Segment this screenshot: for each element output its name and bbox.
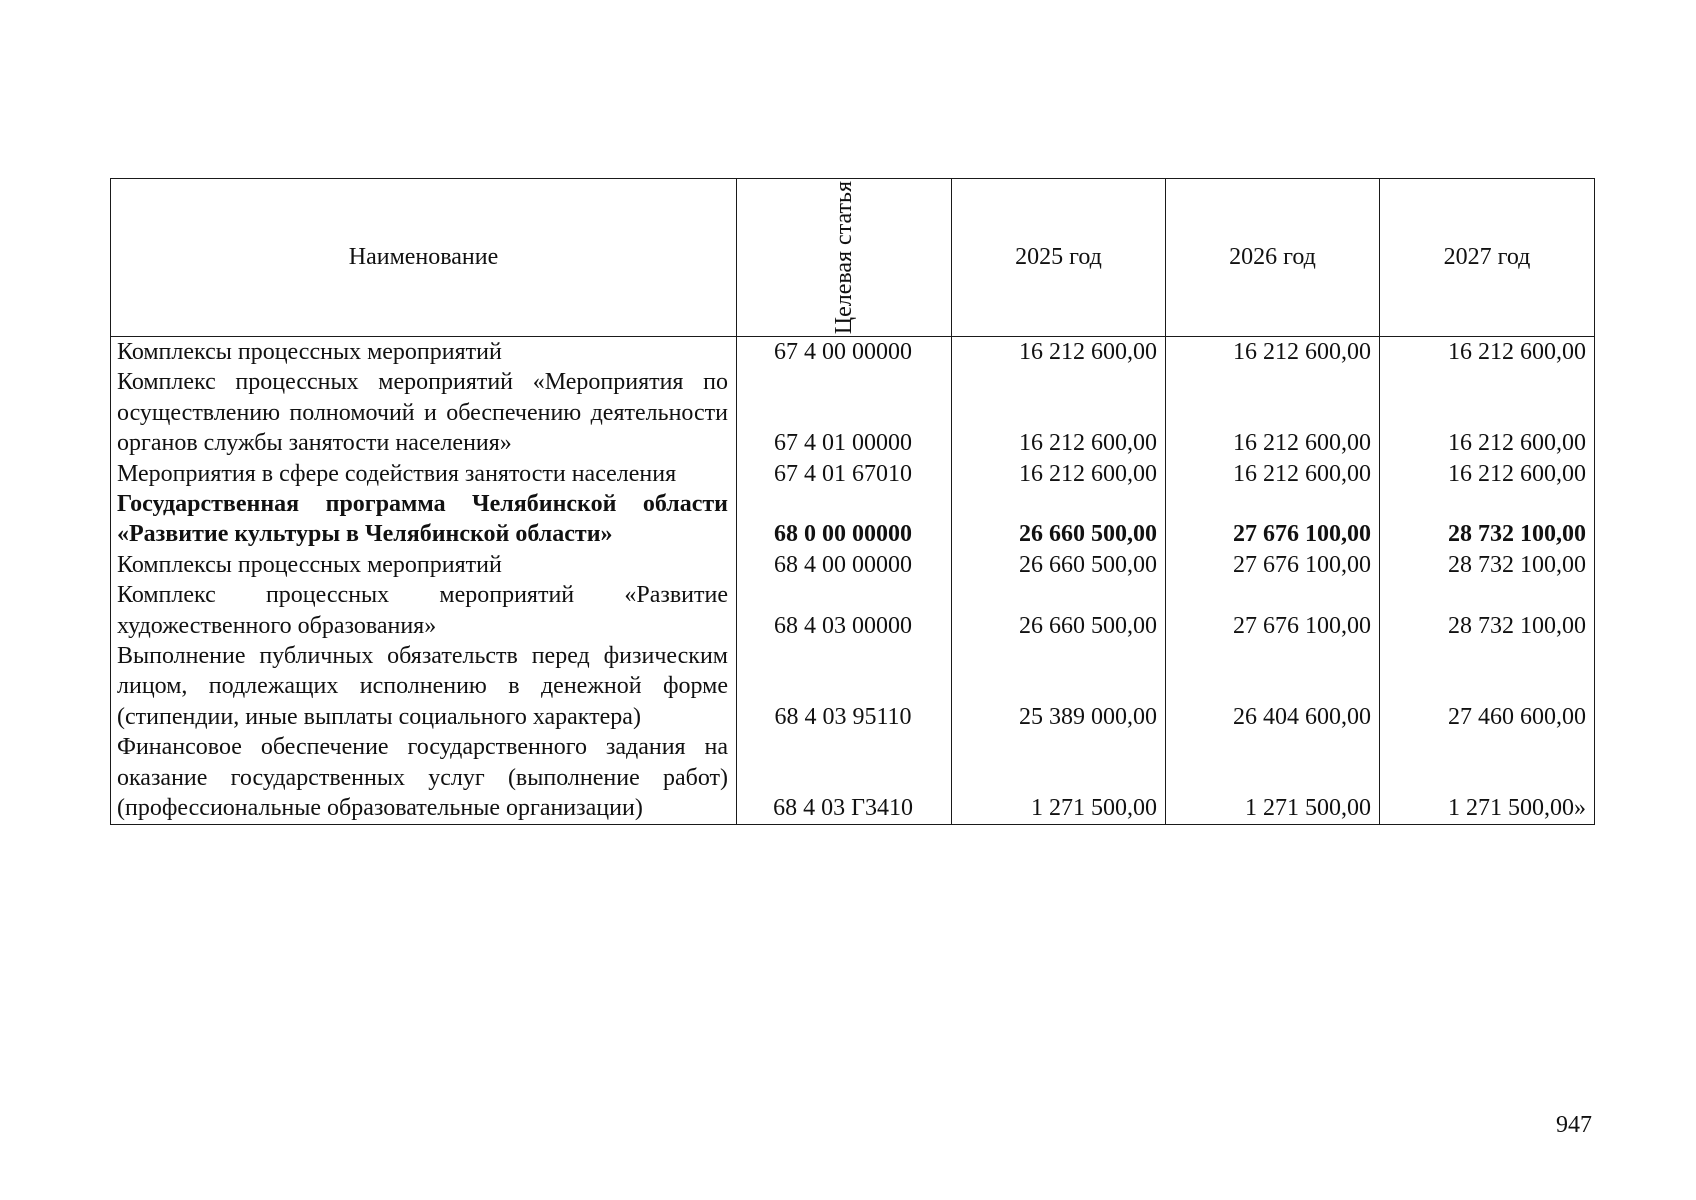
row-code: 67 4 00 00000: [737, 337, 952, 368]
row-2026: 27 676 100,00: [1166, 580, 1380, 641]
table-header: [111, 179, 1595, 337]
row-2026: 16 212 600,00: [1166, 459, 1380, 489]
row-2027: 1 271 500,00»: [1380, 732, 1595, 824]
row-2027: 28 732 100,00: [1380, 580, 1595, 641]
header-row: [111, 179, 1595, 337]
row-code: 68 4 00 00000: [737, 550, 952, 580]
row-2025: 26 660 500,00: [952, 580, 1166, 641]
row-2025: 26 660 500,00: [952, 550, 1166, 580]
header-name: Наименование: [111, 179, 737, 337]
table-row: [111, 550, 1595, 580]
row-code: 68 4 03 95110: [737, 641, 952, 732]
row-name: Мероприятия в сфере содействия занятости населения: [111, 459, 737, 489]
row-2025: 25 389 000,00: [952, 641, 1166, 732]
header-code-label: Целевая статья: [831, 180, 857, 335]
row-2026: 27 676 100,00: [1166, 550, 1380, 580]
row-2025: 16 212 600,00: [952, 459, 1166, 489]
page-number: 947: [1556, 1112, 1592, 1138]
row-2027: 28 732 100,00: [1380, 550, 1595, 580]
table-row: [111, 580, 1595, 641]
row-2026: 26 404 600,00: [1166, 641, 1380, 732]
row-name: Комплексы процессных мероприятий: [111, 337, 737, 368]
row-2026: 16 212 600,00: [1166, 367, 1380, 458]
row-name: Государственная программа Челябинской области «Развитие культуры в Челябинской области»: [111, 489, 737, 550]
row-2027: 28 732 100,00: [1380, 489, 1595, 550]
table-body: [111, 337, 1595, 825]
header-code: [737, 179, 952, 337]
row-2025: 16 212 600,00: [952, 337, 1166, 368]
row-2027: 16 212 600,00: [1380, 337, 1595, 368]
row-2027: 16 212 600,00: [1380, 367, 1595, 458]
table-row: [111, 459, 1595, 489]
row-name: Комплекс процессных мероприятий «Мероприятия по осуществлению полномочий и обеспечению деятельности органов службы занятости населения»: [111, 367, 737, 458]
row-code: 67 4 01 67010: [737, 459, 952, 489]
table-row: [111, 641, 1595, 732]
row-2025: 26 660 500,00: [952, 489, 1166, 550]
table-row: [111, 367, 1595, 458]
header-code-wrap: [737, 179, 951, 336]
row-code: 68 4 03 Г3410: [737, 732, 952, 824]
table-row-program: [111, 489, 1595, 550]
row-2025: 1 271 500,00: [952, 732, 1166, 824]
header-year-2026: 2026 год: [1166, 179, 1380, 337]
budget-table: [110, 178, 1595, 825]
table-row: [111, 337, 1595, 368]
table-row: [111, 732, 1595, 824]
row-name: Финансовое обеспечение государственного задания на оказание государственных услуг (выполнение работ) (профессиональные образовательные организации): [111, 732, 737, 824]
row-2027: 16 212 600,00: [1380, 459, 1595, 489]
row-code: 68 0 00 00000: [737, 489, 952, 550]
row-name: Комплекс процессных мероприятий «Развитие художественного образования»: [111, 580, 737, 641]
row-2026: 27 676 100,00: [1166, 489, 1380, 550]
header-year-2025: 2025 год: [952, 179, 1166, 337]
row-name: Выполнение публичных обязательств перед физическим лицом, подлежащих исполнению в денежной форме (стипендии, иные выплаты социального характера): [111, 641, 737, 732]
row-code: 68 4 03 00000: [737, 580, 952, 641]
row-2027: 27 460 600,00: [1380, 641, 1595, 732]
header-year-2027: 2027 год: [1380, 179, 1595, 337]
row-name: Комплексы процессных мероприятий: [111, 550, 737, 580]
row-code: 67 4 01 00000: [737, 367, 952, 458]
row-2026: 16 212 600,00: [1166, 337, 1380, 368]
row-2026: 1 271 500,00: [1166, 732, 1380, 824]
row-2025: 16 212 600,00: [952, 367, 1166, 458]
